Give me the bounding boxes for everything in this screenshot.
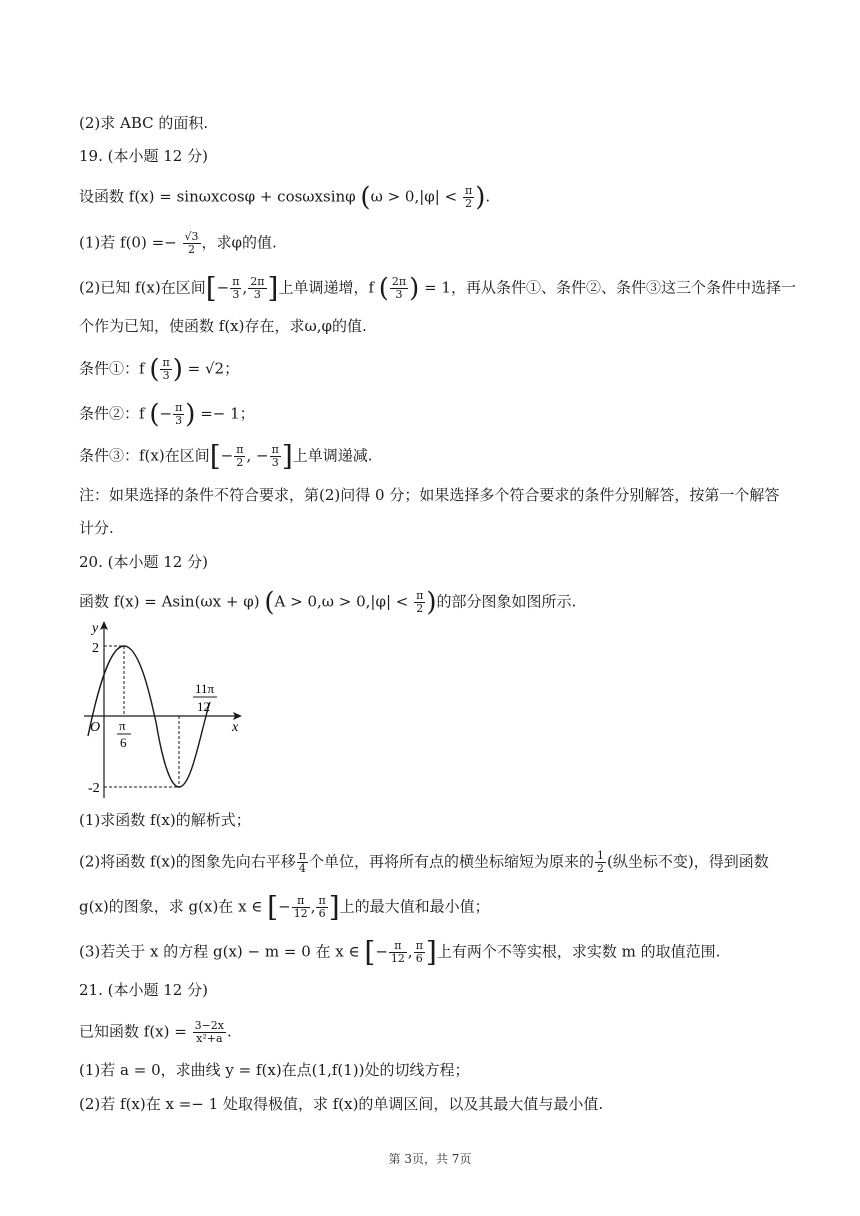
- y-min-label: -2: [88, 781, 100, 796]
- sine-graph: [84, 618, 254, 800]
- origin-label: O: [90, 720, 101, 735]
- q19-stem: 设函数 f(x) = sinωxcosφ + cosωxsinφ (ω > 0,|φ| < $\frac{\pi}{2}$ ).: [79, 182, 491, 213]
- q20-stem: 函数 f(x) = Asin(ωx + φ) (A > 0,ω > 0,|φ| < $\frac{\pi}{2}$ )的部分图象如图所示.: [79, 587, 577, 618]
- q20-part1: (1)求函数 f(x)的解析式；: [79, 811, 251, 829]
- condition-3: 条件③：f(x)在区间[− $\frac{\pi}{2}$ , − $\frac{\pi}{3}$ ]上单调递减.: [79, 439, 373, 473]
- q19-stem-text: 设函数 f(x) = sinωxcosφ + cosωxsinφ: [79, 187, 361, 206]
- x-tick2-den: 12: [197, 699, 210, 714]
- condition-1: 条件①：f ( $\frac{\pi}{3}$ ) = √2；: [79, 354, 240, 385]
- q20-header: 20. (本小题 12 分): [79, 553, 208, 571]
- y-axis-label: y: [92, 621, 99, 636]
- q20-part2-continued: g(x)的图象，求 g(x)在 x ∈ [− $\frac{\pi}{12}$ , $\frac{\pi}{6}$ ]上的最大值和最小值；: [79, 890, 490, 924]
- note-line-1: 注：如果选择的条件不符合要求，第(2)问得 0 分；如果选择多个符合要求的条件分别解答，按第一个解答: [79, 486, 780, 504]
- q19-part2-continued: 个作为已知，使函数 f(x)存在，求ω,φ的值.: [79, 317, 367, 335]
- x-tick2-num: 11π: [195, 681, 215, 696]
- q20-part2: (2)将函数 f(x)的图象先向右平移 $\frac{\pi}{4}$ 个单位，再将所有点的横坐标缩短为原来的 $\frac{1}{2}$ (纵坐标不变)，得到函数: [79, 849, 769, 875]
- q21-stem: 已知函数 f(x) = $\frac{3-2x}{\text{x²+a}}$ .: [79, 1019, 232, 1045]
- q19-stem-frac: $\frac{\pi}{2}$: [464, 184, 473, 210]
- q19-part2: (2)已知 f(x)在区间[− $\frac{\pi}{3}$ , $\frac{2\pi}{3}$ ]上单调递增，f ( $\frac{2\pi}{3}$ ) = 1，再从条件①、条件②、条件③这三个条件中选择一: [79, 271, 796, 305]
- y-max-label: 2: [92, 641, 99, 656]
- previous-question-line: (2)求 ABC 的面积.: [79, 114, 209, 132]
- condition-2: 条件②：f (− $\frac{\pi}{3}$ ) =− 1；: [79, 399, 255, 430]
- q19-header: 19. (本小题 12 分): [79, 147, 208, 165]
- q19-part1: (1)若 f(0) =− $\frac{√3}{2}$ ，求φ的值.: [79, 230, 277, 256]
- q21-header: 21. (本小题 12 分): [79, 981, 208, 999]
- x-tick1-num: π: [119, 718, 126, 733]
- page-footer: 第 3页，共 7页: [388, 1152, 472, 1166]
- q19-p1-frac: $\frac{√3}{2}$: [184, 230, 199, 256]
- note-line-2: 计分.: [79, 519, 114, 537]
- q20-part3: (3)若关于 x 的方程 g(x) − m = 0 在 x ∈ [− $\frac{\pi}{12}$ , $\frac{\pi}{6}$ ]上有两个不等实根，求实数 m 的取值范围.: [79, 935, 721, 969]
- q21-part2: (2)若 f(x)在 x =− 1 处取得极值，求 f(x)的单调区间，以及其最大值与最小值.: [79, 1095, 604, 1113]
- x-axis-label: x: [232, 720, 239, 735]
- q19-stem-condition: ω > 0,|φ| <: [370, 187, 462, 206]
- q21-part1: (1)若 a = 0，求曲线 y = f(x)在点(1,f(1))处的切线方程；: [79, 1061, 470, 1079]
- x-tick1-den: 6: [120, 735, 127, 750]
